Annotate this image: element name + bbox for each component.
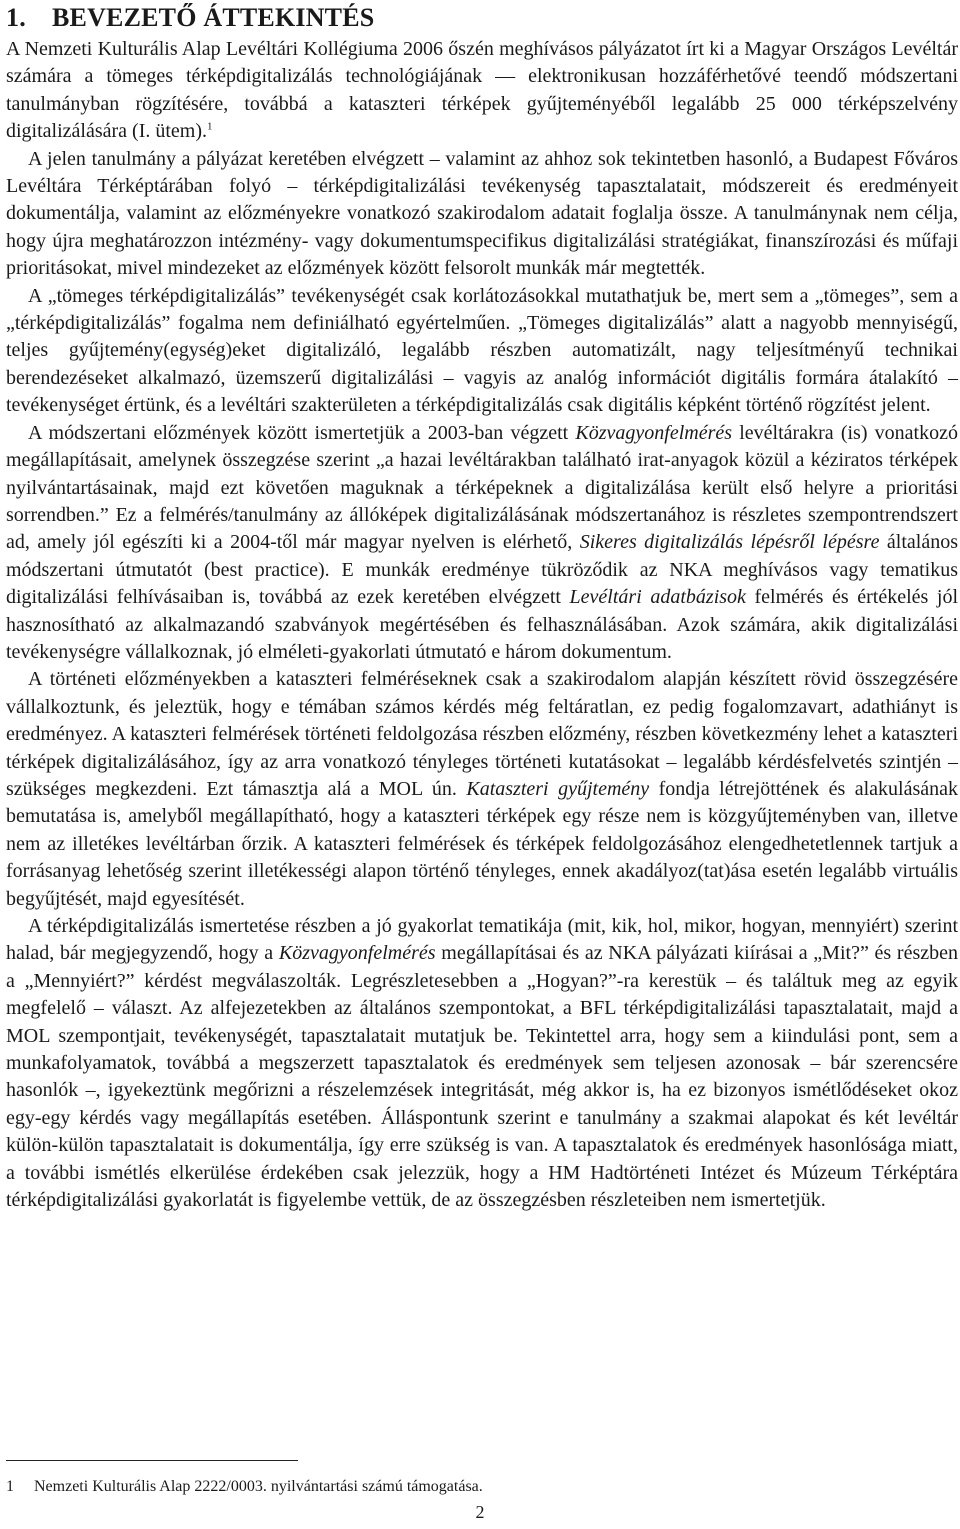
section-number: 1. (6, 3, 26, 32)
footnote-separator (6, 1460, 298, 1461)
page-number: 2 (475, 1502, 485, 1522)
section-heading (6, 2, 374, 34)
footnote (6, 1476, 483, 1498)
paragraph-3: A „tömeges térképdigitalizálás” tevékenységét csak korlátozásokkal mutathatjuk be, mert sem a „tömeges”, sem a „térképdigitalizálás” fogalma nem definiálható egyértelműen. „Tömeges digitalizálás” alatt a nagyobb mennyiségű, teljes gyűjtemény(egység)eket digitalizáló, legalább részben automatizált, nagy teljesítményű technikai berendezéseket alkalmazó, üzemszerű digitalizálási – vagyis az analóg információt digitális formára átalakító – tevékenységet értünk, és a levéltári szakterületen a térképdigitalizálás csak digitális képként történő rögzítést jelent. (6, 284, 958, 417)
paragraph-1: A Nemzeti Kulturális Alap Levéltári Kollégiuma 2006 őszén meghívásos pályázatot írt ki a Magyar Országos Levéltár számára a tömeges térképdigitalizálás technológiájának — elektronikusan hozzáférhetővé teendő módszertani tanulmányban rögzítésére, továbbá a kataszteri térképek gyűjteményéből legalább 25 000 térképszelvény digitalizálására (I. ütem).$^1$ (6, 38, 958, 143)
emphasis-sikeres-digitalizalas: Sikeres digitalizálás lépésről lépésre (579, 531, 880, 554)
section-title: BEVEZETŐ ÁTTEKINTÉS (52, 3, 375, 32)
body-text (6, 36, 958, 1214)
paragraph-6: A térképdigitalizálás ismertetése részben a jó gyakorlat tematikája (mit, kik, hol, mikor, hogyan, mennyiért) szerint halad, bár megjegyzendő, hogy a Közvagyonfelmérés megállapításai és az NKA pályázati kiírásai a „Mit?” és részben a „Mennyiért?” kérdést megválaszolták. Legrészletesebben a „Hogyan?”-ra kerestük – és találtuk meg az egyik megfelelő – választ. Az alfejezetekben az általános szempontokat, a BFL térképdigitalizálási tapasztalatait, majd a MOL szempontjait, tevékenységét, tapasztalatait mutatjuk be. Tekintettel arra, hogy sem a kiindulási pont, sem a munkafolyamatok, továbbá a megszerzett tapasztalatok és eredmények sem teljesen azonosak – bár szerencsére hasonlók –, igyekeztünk megőrizni a részelemzések integritását, még akkor is, ha ez bizonyos ismétlődéseket okoz egy-egy kérdés vagy megállapítás esetében. Álláspontunk szerint e tanulmány a szakmai alapokat és két levéltár külön-külön tapasztalatait is dokumentálja, így erre szükség is van. A tapasztalatok és eredmények hasonlósága miatt, a további ismétlés elkerülése érdekében csak jelezzük, hogy a HM Hadtörténeti Intézet és Múzeum Térképtára térképdigitalizálási gyakorlatát is figyelembe vettük, de az összegzésben részleteiben nem ismertetjük. (6, 915, 958, 1212)
paragraph-4: A módszertani előzmények között ismertetjük a 2003-ban végzett Közvagyonfelmérés levéltárakra (is) vonatkozó megállapításait, amelynek összegzése szerint „a hazai levéltárakban található irat-anyagok közül a kéziratos térképek nyilvántartásainak, majd ezt követően maguknak a térképeknek a digitalizálása került első helyre a prioritási sorrendben.” Ez a felmérés/tanulmány az állóképek digitalizálásának módszertanához is részletes szempontrendszert ad, amely jól egészíti ki a 2004-től már magyar nyelven is elérhető, Sikeres digitalizálás lépésről lépésre általános módszertani útmutatót (best practice). E munkák eredménye tükröződik az NKA meghívásos vagy tematikus digitalizálási felhívásaiban is, továbbá az ezek keretében elvégzett Levéltári adatbázisok felmérés és értékelés jól hasznosítható az alkalmazandó szabványok megértésében és felhasználásában. Azok számára, akik digitalizálási tevékenységre vállalkoznak, jó elméleti-gyakorlati útmutató e három dokumentum. (6, 421, 959, 663)
paragraph-2: A jelen tanulmány a pályázat keretében elvégzett – valamint az ahhoz sok tekintetben hasonló, a Budapest Főváros Levéltára Térképtárában folyó – térképdigitalizálási tevékenység tapasztalatait, módszereit és eredményeit dokumentálja, valamint az előzményekre vonatkozó szakirodalom adatait foglalja össze. A tanulmánynak nem célja, hogy újra meghatározzon intézmény- vagy dokumentumspecifikus digitalizálási stratégiákat, finanszírozási és műfaji prioritásokat, mivel mindezeket az előzmények között felsorolt munkák már megtették. (6, 147, 958, 280)
paragraph-5: A történeti előzményekben a kataszteri felméréseknek csak a szakirodalom alapján készített rövid összegzésére vállalkoztunk, és jeleztük, hogy e témában számos kérdés még feltáratlan, ez pedig fogalomzavart, adathiányt is eredményez. A kataszteri felmérések történeti feldolgozása részben előzmény, részben következmény lehet a kataszteri térképek digitalizálásához, így az arra vonatkozó tényleges történeti kutatásokat – legalább kérdésfelvetés szintjén – szükséges megkezdeni. Ezt támasztja alá a MOL ún. Kataszteri gyűjtemény fondja létrejöttének és alakulásának bemutatása is, amelyből megállapítható, hogy a kataszteri térképek egy része nem is közgyűjteményben van, illetve nem az illetékes levéltárban őrzik. A kataszteri felmérések és térképek feldolgozásához elengedhetetlennek tartjuk a forrásanyag lehetőség szerint illetékességi alapon történő tényleges, ennek akadályoz(tat)ása esetén legalább virtuális begyűjtését, majd egyesítését. (6, 668, 958, 910)
footnote-text: Nemzeti Kulturális Alap 2222/0003. nyilvántartási számú támogatása. (34, 1478, 483, 1495)
footnote-ref: 1 (207, 120, 213, 133)
emphasis-kozvagyonfelmeres: Közvagyonfelmérés (575, 421, 733, 444)
emphasis-kozvagyonfelmeres-2: Közvagyonfelmérés (278, 942, 436, 965)
footnote-number: 1 (6, 1478, 14, 1495)
emphasis-kataszteri-gyujtemeny: Kataszteri gyűjtemény (466, 777, 650, 800)
emphasis-leveltari-adatbazisok: Levéltári adatbázisok (569, 586, 746, 609)
